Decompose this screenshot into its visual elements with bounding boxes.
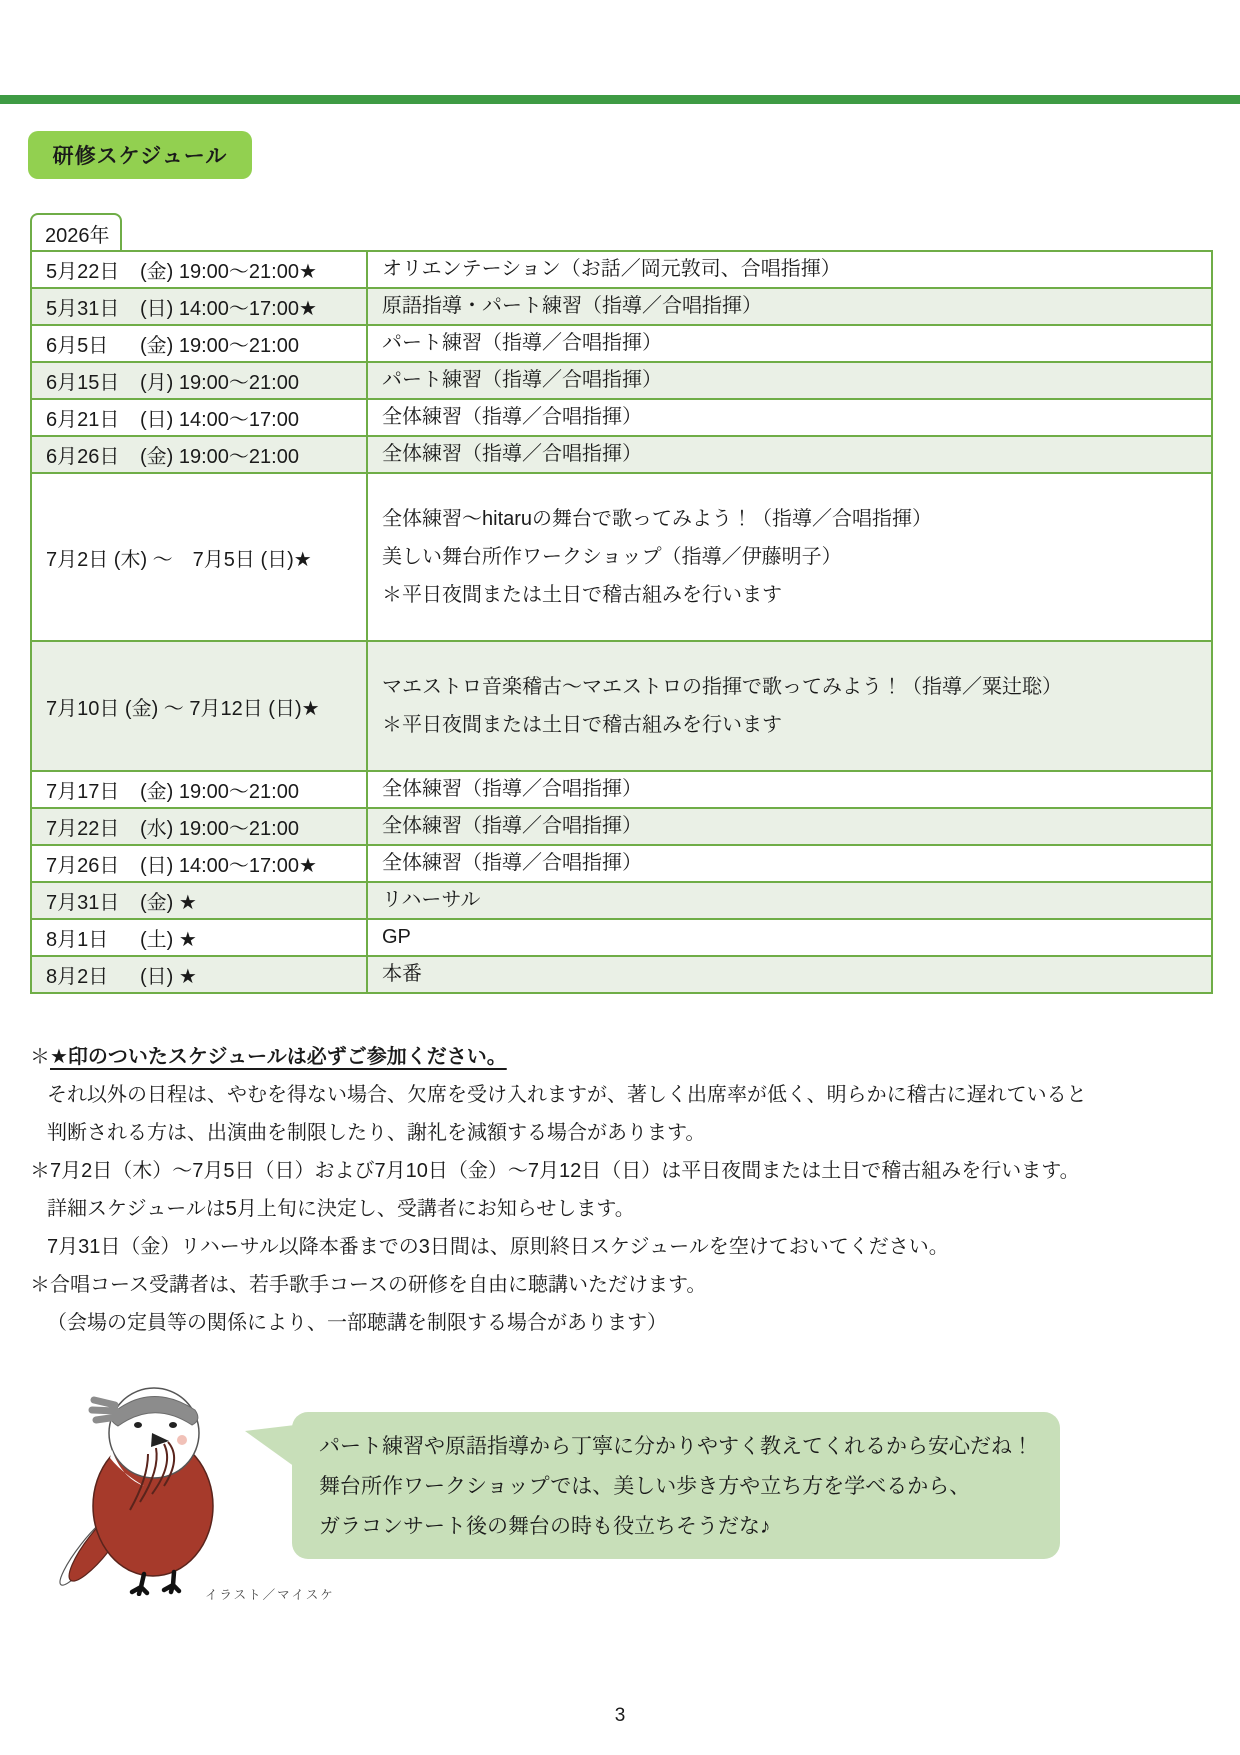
time-text: (日) ★ <box>140 966 197 988</box>
event-text: マエストロ音楽稽古〜マエストロの指揮で歌ってみよう！（指導／粟辻聡） <box>382 676 1062 698</box>
time-text: (金) 19:00〜21:00★ <box>140 261 317 283</box>
event-text: GP <box>382 926 411 948</box>
event-text: 美しい舞台所作ワークショップ（指導／伊藤明子） <box>382 546 842 568</box>
note-line <box>30 1114 1210 1152</box>
note-marker: ＊ <box>30 1160 50 1182</box>
note-marker: ＊ <box>30 1046 50 1068</box>
page-number: 3 <box>614 1705 626 1726</box>
table-row <box>32 472 1211 640</box>
note-line <box>30 1190 1210 1228</box>
event-text: 全体練習〜hitaruの舞台で歌ってみよう！（指導／合唱指揮） <box>382 508 933 530</box>
date-cell <box>32 400 368 435</box>
table-row <box>32 398 1211 435</box>
event-text: 全体練習（指導／合唱指揮） <box>382 443 642 465</box>
date-cell <box>32 920 368 955</box>
note-text: ★印のついたスケジュールは必ずご参加ください。 <box>50 1046 507 1068</box>
event-cell <box>368 809 1211 844</box>
event-text: 全体練習（指導／合唱指揮） <box>382 815 642 837</box>
illustration-credit: イラスト／マイスケ <box>205 1588 335 1602</box>
event-text: パート練習（指導／合唱指揮） <box>382 369 662 391</box>
date-text: 7月10日 (金) 〜 7月12日 (日)★ <box>46 697 320 720</box>
date-text: 7月2日 (木) 〜 7月5日 (日)★ <box>46 548 312 571</box>
section-badge <box>28 131 252 179</box>
date-text: 7月17日 <box>46 781 120 803</box>
table-row <box>32 807 1211 844</box>
date-cell <box>32 437 368 472</box>
note-text: 7月31日（金）リハーサル以降本番までの3日間は、原則終日スケジュールを空けておいてください。 <box>47 1236 949 1258</box>
date-text: 6月15日 <box>46 372 120 394</box>
event-text: 原語指導・パート練習（指導／合唱指揮） <box>382 295 762 317</box>
time-text: (日) 14:00〜17:00 <box>140 409 299 431</box>
table-row <box>32 252 1211 287</box>
event-text: パート練習（指導／合唱指揮） <box>382 332 662 354</box>
event-text: オリエンテーション（お話／岡元敦司、合唱指揮） <box>382 258 841 280</box>
event-text: ＊平日夜間または土日で稽古組みを行います <box>382 714 782 736</box>
schedule-table <box>30 250 1213 994</box>
event-cell <box>368 437 1211 472</box>
event-text: 全体練習（指導／合唱指揮） <box>382 406 642 428</box>
event-cell <box>368 252 1211 287</box>
event-cell <box>368 920 1211 955</box>
table-row <box>32 770 1211 807</box>
table-row <box>32 918 1211 955</box>
event-cell <box>368 474 1211 640</box>
note-line <box>30 1266 1210 1304</box>
table-row <box>32 881 1211 918</box>
date-cell <box>32 642 368 770</box>
time-text: (金) ★ <box>140 892 197 914</box>
table-row <box>32 287 1211 324</box>
event-text: 本番 <box>382 963 422 985</box>
note-text: 合唱コース受講者は、若手歌手コースの研修を自由に聴講いただけます。 <box>50 1274 707 1296</box>
event-cell <box>368 772 1211 807</box>
date-text: 6月21日 <box>46 409 120 431</box>
time-text: (日) 14:00〜17:00★ <box>140 855 317 877</box>
speech-bubble <box>292 1412 1060 1559</box>
time-text: (日) 14:00〜17:00★ <box>140 298 317 320</box>
note-line <box>30 1304 1210 1342</box>
table-row <box>32 955 1211 992</box>
note-line <box>30 1076 1210 1114</box>
event-cell <box>368 883 1211 918</box>
bird-illustration <box>52 1378 244 1596</box>
section-badge-label: 研修スケジュール <box>52 145 228 168</box>
year-tab <box>30 213 122 252</box>
time-text: (金) 19:00〜21:00 <box>140 781 299 803</box>
date-text: 6月5日 <box>46 335 109 357</box>
date-cell <box>32 846 368 881</box>
date-cell <box>32 809 368 844</box>
time-text: (土) ★ <box>140 929 197 951</box>
top-divider-bar <box>0 95 1240 104</box>
speech-bubble-text: ガラコンサート後の舞台の時も役立ちそうだな♪ <box>319 1515 771 1538</box>
event-cell <box>368 846 1211 881</box>
event-text: 全体練習（指導／合唱指揮） <box>382 778 642 800</box>
year-tab-label: 2026年 <box>45 225 110 247</box>
date-text: 7月31日 <box>46 892 120 914</box>
date-text: 8月2日 <box>46 966 109 988</box>
note-text: （会場の定員等の関係により、一部聴講を制限する場合があります） <box>47 1312 667 1334</box>
notes-section <box>30 1038 1210 1342</box>
date-text: 7月26日 <box>46 855 120 877</box>
note-line <box>30 1152 1210 1190</box>
note-line <box>30 1038 1210 1076</box>
note-marker: ＊ <box>30 1274 50 1296</box>
date-text: 5月22日 <box>46 261 120 283</box>
event-cell <box>368 400 1211 435</box>
table-row <box>32 640 1211 770</box>
event-cell <box>368 957 1211 992</box>
note-line <box>30 1228 1210 1266</box>
date-cell <box>32 363 368 398</box>
table-row <box>32 435 1211 472</box>
event-cell <box>368 363 1211 398</box>
note-text: それ以外の日程は、やむを得ない場合、欠席を受け入れますが、著しく出席率が低く、明らかに稽古に遅れていると <box>47 1084 1087 1106</box>
event-text: リハーサル <box>382 889 481 911</box>
note-text: 7月2日（木）〜7月5日（日）および7月10日（金）〜7月12日（日）は平日夜間または土日で稽古組みを行います。 <box>50 1160 1080 1182</box>
table-row <box>32 324 1211 361</box>
event-cell <box>368 289 1211 324</box>
time-text: (金) 19:00〜21:00 <box>140 335 299 357</box>
event-cell <box>368 642 1211 770</box>
event-text: 全体練習（指導／合唱指揮） <box>382 852 642 874</box>
date-cell <box>32 957 368 992</box>
note-text: 判断される方は、出演曲を制限したり、謝礼を減額する場合があります。 <box>47 1122 706 1144</box>
date-cell <box>32 883 368 918</box>
date-cell <box>32 252 368 287</box>
date-cell <box>32 326 368 361</box>
date-text: 8月1日 <box>46 929 109 951</box>
table-row <box>32 844 1211 881</box>
speech-bubble-text: パート練習や原語指導から丁寧に分かりやすく教えてくれるから安心だね！ <box>319 1435 1033 1458</box>
event-text: ＊平日夜間または土日で稽古組みを行います <box>382 584 782 606</box>
date-cell <box>32 474 368 640</box>
date-text: 5月31日 <box>46 298 120 320</box>
speech-bubble-text: 舞台所作ワークショップでは、美しい歩き方や立ち方を学べるから、 <box>319 1475 971 1498</box>
time-text: (水) 19:00〜21:00 <box>140 818 299 840</box>
date-text: 6月26日 <box>46 446 120 468</box>
date-cell <box>32 772 368 807</box>
date-cell <box>32 289 368 324</box>
time-text: (月) 19:00〜21:00 <box>140 372 299 394</box>
table-row <box>32 361 1211 398</box>
time-text: (金) 19:00〜21:00 <box>140 446 299 468</box>
event-cell <box>368 326 1211 361</box>
date-text: 7月22日 <box>46 818 120 840</box>
note-text: 詳細スケジュールは5月上旬に決定し、受講者にお知らせします。 <box>47 1198 635 1220</box>
